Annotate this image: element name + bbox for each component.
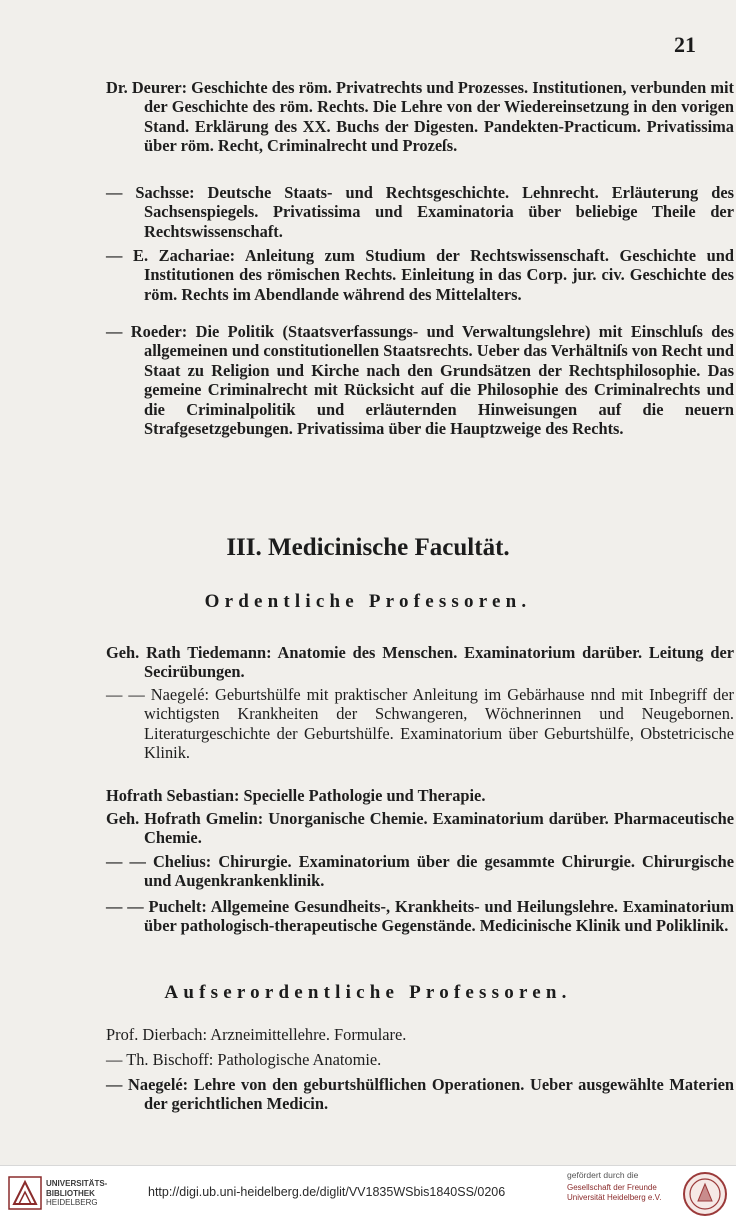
- entry-roeder: — Roeder: Die Politik (Staatsverfassungs- und Verwaltungslehre) mit Einschluſs des allgemeinen und constitutionellen Staatsrechts. Ueber das Verhältniſs von Recht und Staat zu Religion und Kirche nach den Grundsätzen der Rechtsphilosophie. Das gemeine Criminalrecht mit Rücksicht auf die Philosophie des Criminalrechts und die Criminalpolitik und erläuternden Hinweisungen auf die neuern Strafgesetzgebungen. Privatissima über die Hauptzweige des Rechts.: [106, 322, 734, 439]
- faculty-heading: III. Medicinische Facultät.: [226, 534, 510, 561]
- entry-sebastian: Hofrath Sebastian: Specielle Pathologie und Therapie.: [106, 786, 486, 805]
- sponsor-label: gefördert durch die: [567, 1170, 639, 1180]
- university-library-logo-icon: [8, 1176, 42, 1210]
- entry-dierbach: Prof. Dierbach: Arzneimittellehre. Formulare.: [106, 1025, 407, 1044]
- ordentliche-heading: Ordentliche Professoren.: [204, 591, 532, 612]
- entry-chelius: — — Chelius: Chirurgie. Examinatorium über die gesammte Chirurgie. Chirurgische und Augenkrankenklinik.: [106, 852, 734, 891]
- university-seal-icon: [682, 1171, 728, 1217]
- entry-gmelin: Geh. Hofrath Gmelin: Unorganische Chemie. Examinatorium darüber. Pharmaceutische Chemie.: [106, 809, 734, 848]
- footer-bar: [0, 1165, 736, 1221]
- ausserordentliche-heading: Aufserordentliche Professoren.: [164, 982, 572, 1003]
- entry-deurer: Dr. Deurer: Geschichte des röm. Privatrechts und Prozesses. Institutionen, verbunden mit der Geschichte des röm. Rechts. Die Lehre von der Wiedereinsetzung in den vorigen Stand. Erklärung des XX. Buchs der Digesten. Pandekten-Practicum. Privatissima über röm. Recht, Criminalrecht und Prozeſs.: [106, 78, 734, 156]
- entry-bischoff: — Th. Bischoff: Pathologische Anatomie.: [106, 1050, 382, 1069]
- library-name: UNIVERSITÄTS- BIBLIOTHEK HEIDELBERG: [46, 1179, 108, 1207]
- entry-naegele-2: — Naegelé: Lehre von den geburtshülflichen Operationen. Ueber ausgewählte Materien der gerichtlichen Medicin.: [106, 1075, 734, 1114]
- source-url-link[interactable]: http://digi.ub.uni-heidelberg.de/diglit/VV1835WSbis1840SS/0206: [148, 1185, 506, 1199]
- entry-puchelt: — — Puchelt: Allgemeine Gesundheits-, Krankheits- und Heilungslehre. Examinatorium über pathologisch-therapeutische Gegenstände. Medicinische Klinik und Poliklinik.: [106, 897, 734, 936]
- page-number: 21: [674, 32, 696, 57]
- entry-tiedemann: Geh. Rath Tiedemann: Anatomie des Menschen. Examinatorium darüber. Leitung der Secirübungen.: [106, 643, 734, 682]
- entry-naegele: — — Naegelé: Geburtshülfe mit praktischer Anleitung im Gebärhause nnd mit Inbegriff der wichtigsten Krankheiten der Schwangeren, Wöchnerinnen und Neugebornen. Literaturgeschichte der Geburtshülfe. Examinatorium über Geburtshülfe, Obstetricische Klinik.: [106, 685, 734, 763]
- entry-sachsse: — Sachsse: Deutsche Staats- und Rechtsgeschichte. Lehnrecht. Erläuterung des Sachsenspiegels. Privatissima und Examinatoria über beliebige Theile der Rechtswissenschaft.: [106, 183, 734, 241]
- entry-zachariae: — E. Zachariae: Anleitung zum Studium der Rechtswissenschaft. Geschichte und Institutionen des römischen Rechts. Einleitung in das Corp. jur. civ. Geschichte des röm. Rechts im Abendlande während des Mittelalters.: [106, 246, 734, 304]
- sponsor-name: Gesellschaft der Freunde Universität Heidelberg e.V.: [567, 1183, 662, 1202]
